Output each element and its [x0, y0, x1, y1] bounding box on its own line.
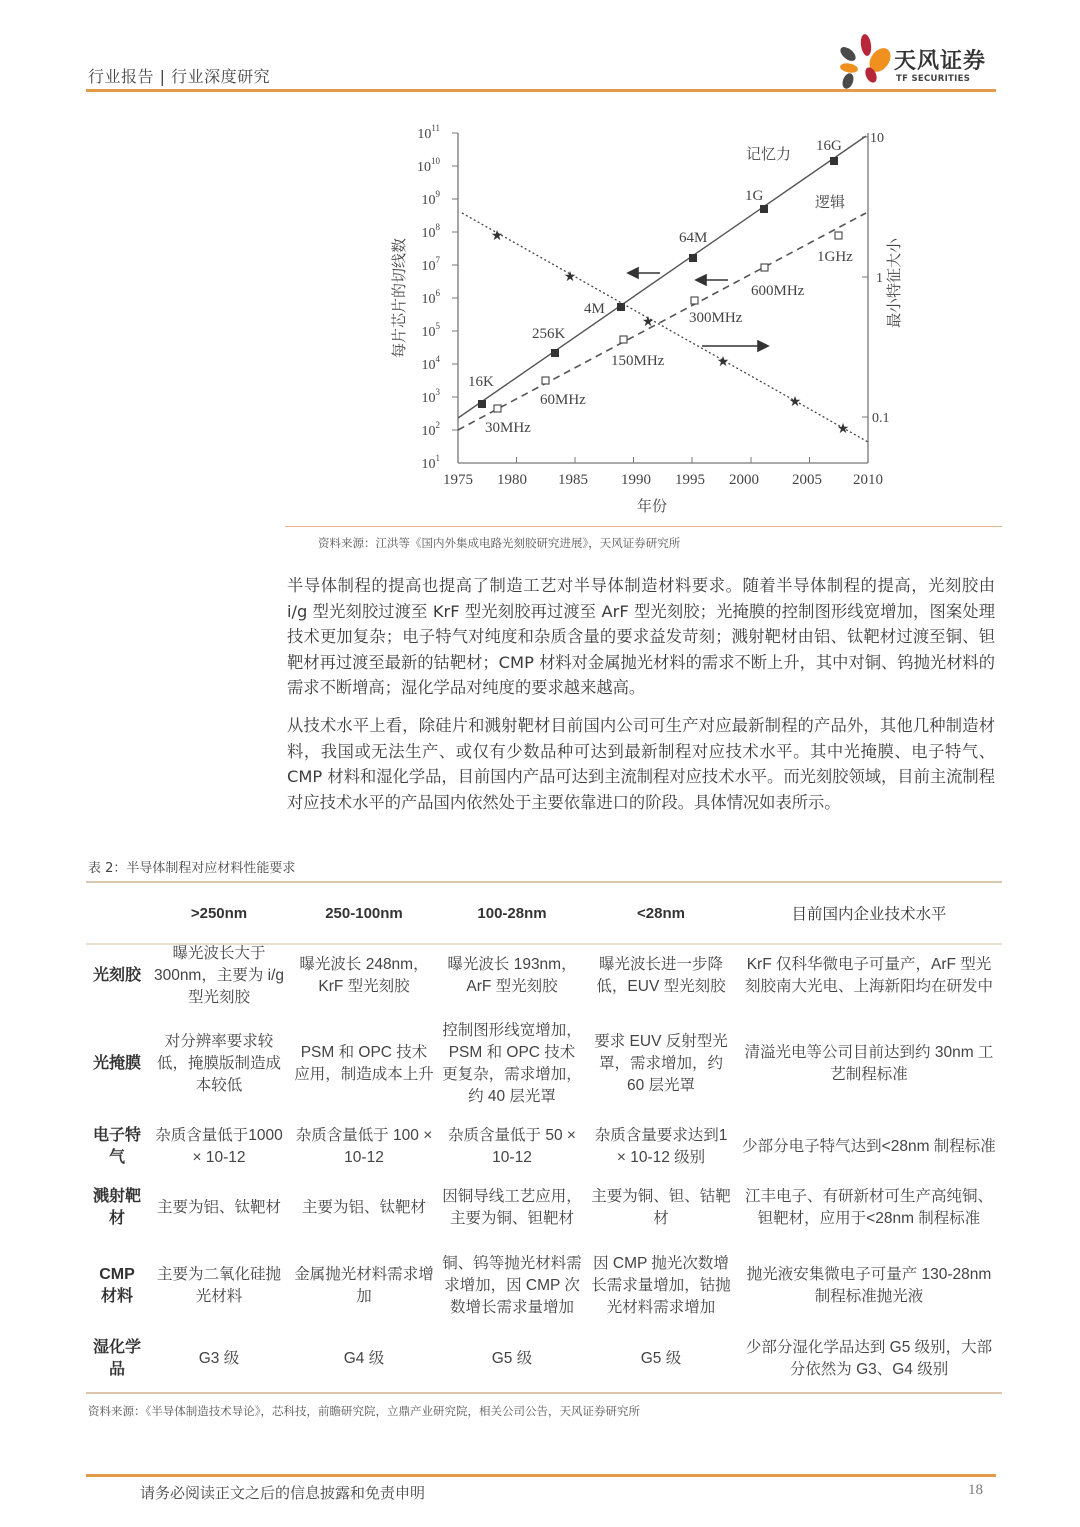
table-cell: 主要为二氧化硅抛光材料 [156, 1266, 281, 1305]
svg-text:★: ★ [716, 355, 730, 370]
svg-text:2010: 2010 [853, 472, 883, 488]
svg-text:★: ★ [490, 229, 504, 244]
feature-size-series-line [462, 213, 868, 442]
svg-text:600MHz: 600MHz [751, 283, 805, 299]
svg-text:30MHz: 30MHz [485, 420, 531, 436]
svg-text:1GHz: 1GHz [817, 249, 853, 265]
table-cell: 因铜导线工艺应用，主要为铜、钽靶材 [442, 1188, 582, 1227]
chart-axes [458, 133, 868, 463]
table-cell: 抛光液安集微电子可量产 130-28nm 制程标准抛光液 [746, 1266, 992, 1305]
table-header-row [86, 883, 1002, 943]
svg-text:101: $10^1$ [421, 453, 440, 472]
header-cell: <28nm [637, 904, 685, 922]
y2-axis-ticks [862, 137, 868, 417]
x-axis-title: 年份 [636, 499, 668, 515]
header-cell: 100-28nm [477, 904, 547, 922]
svg-text:107: $10^7$ [421, 255, 440, 274]
table-cell: 曝光波长 193nm，ArF 型光刻胶 [447, 956, 577, 995]
svg-text:1990: 1990 [621, 472, 651, 488]
logic-series-line [458, 213, 866, 430]
svg-text:1010: $10^{10}$ [417, 156, 440, 175]
table-cell: 清溢光电等公司目前达到约 30nm 工艺制程标准 [744, 1044, 994, 1083]
svg-text:16G: 16G [816, 138, 842, 154]
y-axis-labels [417, 123, 441, 472]
row-label: 溅射靶材 [92, 1188, 141, 1227]
logo-text-cn: 天风证券 [894, 49, 987, 74]
x-axis-labels [443, 472, 883, 488]
header-divider [86, 89, 996, 92]
row-label: 光掩膜 [92, 1055, 141, 1072]
svg-text:★: ★ [563, 270, 577, 285]
table-cell: G5 级 [640, 1350, 682, 1367]
row-label: 湿化学品 [92, 1339, 141, 1378]
svg-text:102: $10^2$ [421, 420, 440, 439]
y-axis-title: 每片芯片的切线数 [392, 237, 408, 359]
page-number: 18 [968, 1482, 983, 1498]
footer-divider [86, 1474, 996, 1477]
table-cell: G3 级 [198, 1350, 240, 1367]
figure-source-note: 资料来源：江洪等《国内外集成电路光刻胶研究进展》，天风证券研究所 [318, 536, 681, 550]
logo-petals-icon [836, 34, 894, 90]
x-axis-ticks [517, 457, 810, 463]
footer-disclaimer: 请务必阅读正文之后的信息披露和免责申明 [140, 1484, 426, 1502]
materials-requirements-table [86, 883, 1002, 1388]
table-cell: G5 级 [491, 1350, 533, 1367]
table-cell: G4 级 [343, 1350, 385, 1367]
table-source-note: 资料来源：《半导体制造技术导论》，芯科技，前瞻研究院，立鼎产业研究院，相关公司公告，天风证券研究所 [88, 1404, 640, 1418]
logic-markers [494, 232, 842, 412]
svg-text:104: $10^4$ [421, 354, 440, 373]
svg-text:4M: 4M [584, 301, 605, 317]
table-cell: 杂质含量低于 50 × 10-12 [448, 1126, 576, 1166]
table-cell: KrF 仅科华微电子可量产，ArF 型光刻胶南大光电、上海新阳均在研发中 [744, 956, 993, 995]
table-row [86, 1330, 1002, 1388]
table-caption: 表 2：半导体制程对应材料性能要求 [88, 861, 296, 876]
svg-text:109: $10^9$ [421, 189, 440, 208]
svg-text:2005: 2005 [792, 472, 822, 488]
table-cell: 少部分湿化学品达到 G5 级别，大部分依然为 G3、G4 级别 [745, 1339, 993, 1378]
svg-text:★: ★ [641, 315, 655, 330]
svg-text:64M: 64M [679, 230, 708, 246]
table-cell: 杂质含量低于1000 × 10-12 [155, 1126, 283, 1166]
header-cell: 目前国内企业技术水平 [791, 906, 947, 923]
body-paragraph-2: 从技术水平上看，除硅片和溅射靶材目前国内公司可生产对应最新制程的产品外，其他几种制造材料，我国或无法生产、或仅有少数品种可达到最新制程对应技术水平。其中光掩膜、电子特气、CMP 材料和湿化学品，目前国内产品可达到主流制程对应技术水平。而光刻胶领域，目前主流制程对应技术水平的产品国内依然处于主要依靠进口的阶段。具体情况如表所示。 [287, 716, 995, 812]
svg-text:105: $10^5$ [421, 321, 440, 340]
header-cell [86, 883, 148, 943]
logic-annotation: 逻辑 [815, 195, 846, 211]
table-cell: 对分辨率要求较低，掩膜版制造成本较低 [156, 1033, 281, 1094]
svg-text:10: 10 [870, 131, 884, 146]
svg-text:★: ★ [788, 395, 802, 410]
table-cell: 少部分电子特气达到<28nm 制程标准 [742, 1137, 996, 1155]
table-cell: 曝光波长大于300nm，主要为 i/g 型光刻胶 [153, 945, 285, 1006]
table-cell: 要求 EUV 反射型光罩，需求增加，约 60 层光罩 [594, 1033, 728, 1094]
table-cell: 因 CMP 抛光次数增长需求量增加，钴抛光材料需求增加 [591, 1255, 731, 1316]
table-row [86, 1119, 1002, 1174]
table-cell: 主要为铜、钽、钴靶材 [591, 1188, 731, 1227]
table-cell: 主要为铝、钛靶材 [156, 1199, 281, 1216]
table-cell: 杂质含量低于 100 × 10-12 [295, 1126, 433, 1166]
svg-text:16K: 16K [468, 374, 494, 390]
figure-divider [285, 526, 1002, 527]
table-cell: PSM 和 OPC 技术应用，制造成本上升 [294, 1044, 434, 1083]
table-row [86, 1174, 1002, 1242]
table-row [86, 1242, 1002, 1330]
header-cell: 250-100nm [325, 904, 403, 922]
table-cell: 铜、钨等抛光材料需求增加，因 CMP 次数增长需求量增加 [442, 1255, 582, 1316]
svg-text:1975: 1975 [443, 472, 473, 488]
row-label: CMP 材料 [99, 1266, 135, 1305]
y-axis-ticks [452, 133, 458, 430]
report-category: 行业报告 | 行业深度研究 [88, 67, 271, 86]
row-label: 电子特气 [92, 1126, 141, 1166]
tf-securities-logo [836, 34, 996, 90]
semiconductor-trend-chart [285, 118, 1002, 530]
svg-text:1G: 1G [745, 188, 764, 204]
svg-text:300MHz: 300MHz [689, 310, 743, 326]
svg-text:1: 1 [876, 271, 883, 286]
svg-text:1985: 1985 [558, 472, 588, 488]
svg-text:106: $10^6$ [421, 288, 440, 307]
svg-text:★: ★ [836, 422, 850, 437]
svg-text:60MHz: 60MHz [540, 392, 586, 408]
svg-text:108: $10^8$ [421, 222, 440, 241]
svg-text:1980: 1980 [497, 472, 527, 488]
table-bottom-rule [86, 1392, 1002, 1394]
table-cell: 曝光波长 248nm，KrF 型光刻胶 [299, 956, 429, 995]
svg-text:1011: $10^{11}$ [417, 123, 440, 142]
table-row [86, 1009, 1002, 1119]
logo-text-en: TF SECURITIES [896, 74, 971, 84]
table-cell: 金属抛光材料需求增加 [294, 1266, 434, 1305]
header-cell: >250nm [190, 904, 248, 922]
y2-axis-title: 最小特征大小 [887, 237, 903, 329]
table-cell: 主要为铝、钛靶材 [301, 1199, 426, 1216]
row-label: 光刻胶 [92, 967, 141, 984]
svg-text:150MHz: 150MHz [611, 353, 665, 369]
table-cell: 控制图形线宽增加，PSM 和 OPC 技术更复杂，需求增加，约 40 层光罩 [442, 1022, 582, 1105]
table-row [86, 943, 1002, 1009]
body-paragraph-1: 半导体制程的提高也提高了制造工艺对半导体制造材料要求。随着半导体制程的提高，光刻胶由 i/g 型光刻胶过渡至 KrF 型光刻胶再过渡至 ArF 型光刻胶；光掩膜的控制图形线宽增加，图案处理技术更加复杂；电子特气对纯度和杂质含量的要求益发苛刻；溅射靶材由铝、钛靶材过渡至铜、钽靶材再过渡至最新的钴靶材；CMP 材料对金属抛光材料的需求不断上升，其中对铜、钨抛光材料的需求不断增高；湿化学品对纯度的要求越来越高。 [287, 576, 995, 698]
svg-text:256K: 256K [532, 326, 566, 342]
table-cell: 江丰电子、有研新材可生产高纯铜、钽靶材，应用于<28nm 制程标准 [744, 1188, 993, 1227]
svg-text:103: $10^3$ [421, 387, 440, 406]
page-header [86, 30, 996, 92]
svg-text:2000: 2000 [729, 472, 759, 488]
memory-annotation: 记忆力 [746, 147, 792, 163]
memory-series-line [458, 136, 866, 418]
table-header-rule [86, 943, 1002, 945]
table-cell: 曝光波长进一步降低，EUV 型光刻胶 [596, 956, 726, 995]
table-cell: 杂质含量要求达到1 × 10-12 级别 [594, 1126, 728, 1166]
svg-text:0.1: 0.1 [872, 411, 890, 426]
svg-text:1995: 1995 [675, 472, 705, 488]
